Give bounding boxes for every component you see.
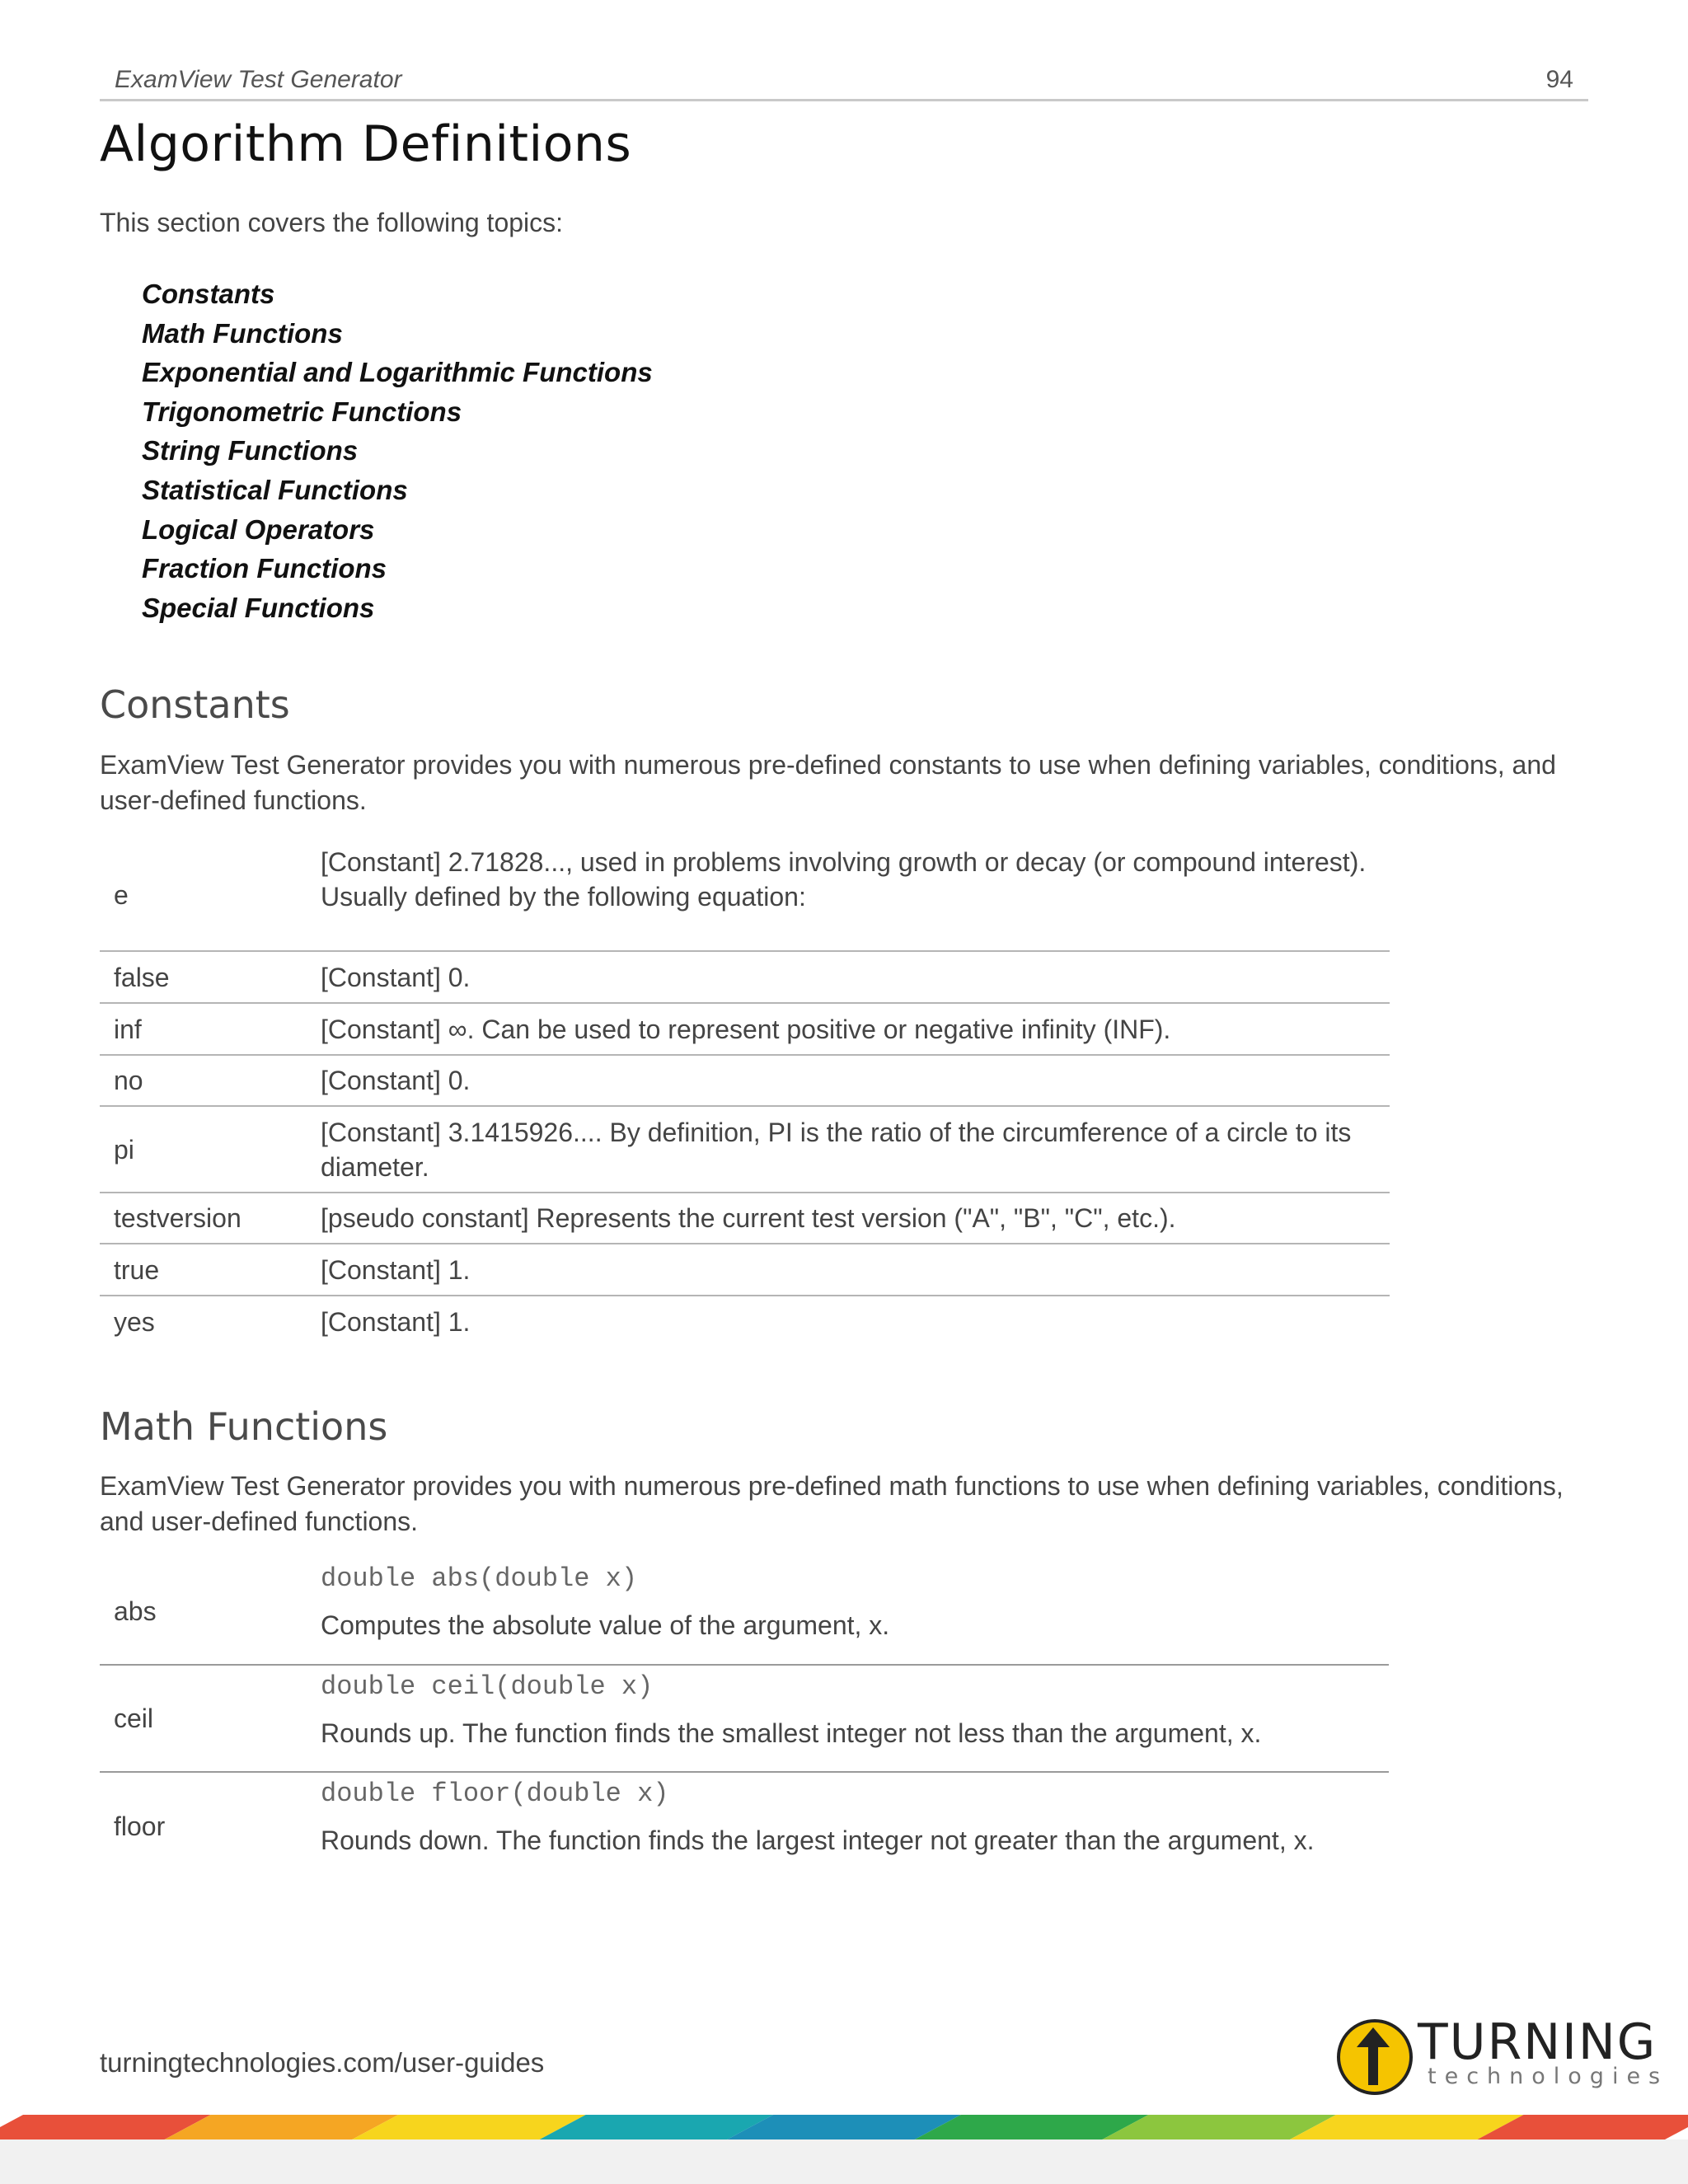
logo-arrow-icon [1335, 2018, 1414, 2097]
header-title: ExamView Test Generator [115, 66, 402, 93]
constant-definition: [Constant] 1. [321, 1254, 471, 1285]
footer-shadow [0, 2139, 1688, 2184]
turning-technologies-logo [1335, 2013, 1669, 2098]
topic-link-string[interactable]: String Functions [142, 435, 359, 466]
constant-name: no [114, 1066, 143, 1095]
function-description: Rounds down. The function finds the largest integer not greater than the argument, x. [321, 1825, 1315, 1855]
function-signature: double floor(double x) [321, 1779, 669, 1809]
constant-name: e [114, 879, 129, 910]
function-name: ceil [114, 1704, 154, 1733]
table-row [100, 1193, 1390, 1244]
function-description: Computes the absolute value of the argument, x. [321, 1610, 890, 1640]
logo-text: TURNING [1418, 2013, 1658, 2071]
running-header [100, 63, 1588, 101]
constants-table [100, 839, 1390, 1347]
topic-link-exponential-logarithmic[interactable]: Exponential and Logarithmic Functions [142, 357, 653, 388]
logo-subtext: technologies [1428, 2064, 1669, 2089]
topic-link-trigonometric[interactable]: Trigonometric Functions [142, 396, 462, 427]
function-signature: double abs(double x) [321, 1563, 638, 1594]
math-functions-table [100, 1558, 1389, 1879]
table-row [100, 1055, 1390, 1106]
function-name: abs [114, 1596, 157, 1626]
table-row [100, 1558, 1389, 1665]
table-row [100, 1244, 1390, 1296]
constant-definition: [Constant] 3.1415926.... By definition, PI is the ratio of the circumference of a circle to its diameter. [321, 1117, 1352, 1182]
constant-definition: [pseudo constant] Represents the current test version ("A", "B", "C", etc.). [321, 1203, 1176, 1233]
function-description: Rounds up. The function finds the smallest integer not less than the argument, x. [321, 1718, 1262, 1748]
constant-name: false [114, 962, 170, 992]
topic-link-logical-operators[interactable]: Logical Operators [142, 513, 375, 545]
intro-text: This section covers the following topics: [100, 208, 564, 237]
constant-name: true [114, 1254, 160, 1285]
constants-heading: Constants [100, 682, 290, 727]
constant-definition: [Constant] 0. [321, 962, 471, 992]
topic-link-special[interactable]: Special Functions [142, 592, 375, 623]
constants-description: ExamView Test Generator provides you with numerous pre-defined constants to use when defining variables, conditions, and user-defined functions. [100, 750, 1556, 815]
constant-definition: [Constant] 1. [321, 1306, 471, 1337]
function-name: floor [114, 1811, 166, 1841]
table-row [100, 1665, 1389, 1772]
page-number: 94 [1545, 66, 1573, 93]
page-title: Algorithm Definitions [100, 115, 632, 173]
math-functions-description: ExamView Test Generator provides you with numerous pre-defined math functions to use when defining variables, conditions, and user-defined functions. [100, 1471, 1564, 1536]
constant-definition: [Constant] 2.71828..., used in problems involving growth or decay (or compound interest). Usually defined by the following equation: [321, 847, 1367, 912]
topic-link-fraction[interactable]: Fraction Functions [142, 553, 387, 584]
topic-link-constants[interactable]: Constants [142, 279, 275, 309]
table-row [100, 1106, 1390, 1193]
color-band [0, 2115, 1688, 2139]
constant-name: inf [114, 1014, 142, 1044]
math-functions-heading: Math Functions [100, 1404, 388, 1449]
constant-name: testversion [114, 1203, 241, 1233]
table-row [100, 1003, 1390, 1055]
topic-link-statistical[interactable]: Statistical Functions [142, 474, 408, 505]
table-row [100, 951, 1390, 1003]
constant-definition: [Constant] 0. [321, 1066, 471, 1095]
footer-url-link[interactable]: turningtechnologies.com/user-guides [100, 2047, 545, 2078]
topic-link-math-functions[interactable]: Math Functions [142, 317, 343, 349]
constant-name: pi [114, 1134, 134, 1165]
constant-definition: [Constant] ∞. Can be used to represent positive or negative infinity (INF). [321, 1014, 1171, 1044]
constant-name: yes [114, 1306, 155, 1337]
table-row [100, 1296, 1390, 1347]
table-row [100, 1772, 1389, 1879]
table-row [100, 839, 1390, 951]
function-signature: double ceil(double x) [321, 1671, 654, 1702]
topic-list [142, 274, 653, 627]
